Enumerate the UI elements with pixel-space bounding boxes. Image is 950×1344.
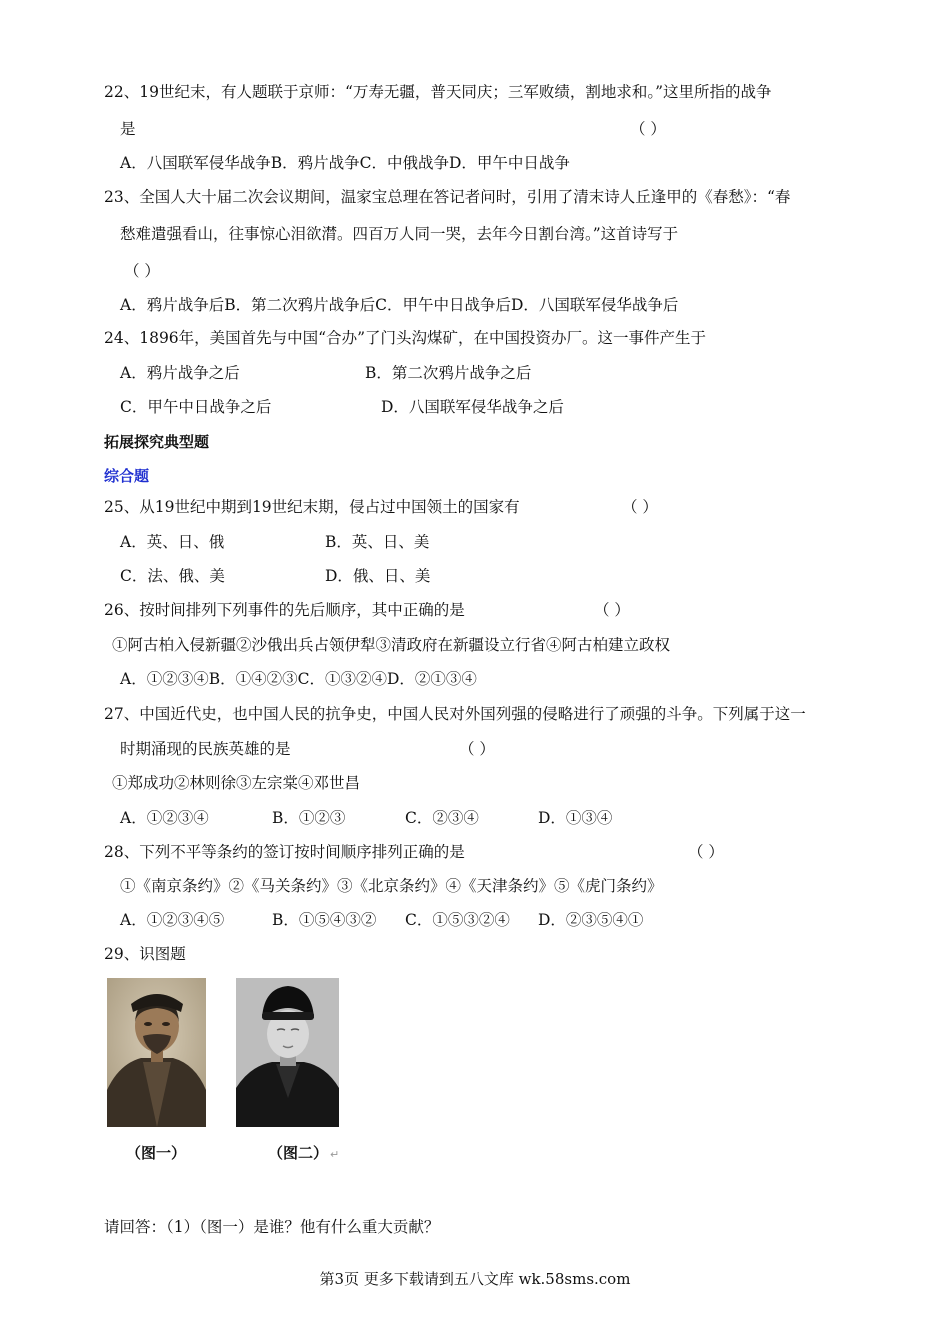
q28-option-a: A．①②③④⑤: [120, 911, 225, 929]
q22-options: A．八国联军侵华战争B．鸦片战争C．中俄战争D．甲午中日战争: [120, 154, 570, 172]
q27-option-d: D．①③④: [538, 809, 613, 827]
q27-stem: 27、中国近代史，也中国人民的抗争史，中国人民对外国列强的侵略进行了顽强的斗争。下列属于这一: [104, 705, 806, 723]
subsection-title: 综合题: [104, 467, 150, 485]
page-footer: 第3页 更多下载请到五八文库 wk.58sms.com: [319, 1270, 631, 1288]
caption-figure-2: [268, 1142, 339, 1163]
q25-option-c: C．法、俄、美: [120, 567, 225, 585]
portrait-figure-2: [236, 978, 339, 1127]
q28-answer-paren: （ ）: [688, 843, 724, 861]
q28-option-b: B．①⑤④③②: [272, 911, 377, 929]
q25-answer-paren: （ ）: [622, 498, 658, 516]
q23-answer-paren: （ ）: [124, 262, 160, 280]
q23-stem: 23、全国人大十届二次会议期间，温家宝总理在答记者问时，引用了清末诗人丘逢甲的《春愁》：“春: [104, 188, 791, 206]
caption-figure-2-text: （图二）: [268, 1144, 329, 1162]
q27-items: ①郑成功②林则徐③左宗棠④邓世昌: [112, 774, 361, 792]
q24-option-b: B．第二次鸦片战争之后: [365, 364, 532, 382]
q26-events: ①阿古柏入侵新疆②沙俄出兵占领伊犁③清政府在新疆设立行省④阿古柏建立政权: [112, 636, 671, 654]
q28-stem: 28、下列不平等条约的签订按时间顺序排列正确的是: [104, 843, 465, 861]
q29-prompt: 请回答：（1）（图一）是谁？他有什么重大贡献？: [104, 1218, 440, 1236]
q24-option-a: A．鸦片战争之后: [120, 364, 240, 382]
q24-option-c: C．甲午中日战争之后: [120, 398, 272, 416]
section-title: 拓展探究典型题: [104, 433, 210, 451]
q27-option-a: A．①②③④: [120, 809, 209, 827]
q26-options: A．①②③④B．①④②③C．①③②④D．②①③④: [120, 670, 477, 688]
q28-option-c: C．①⑤③②④: [405, 911, 510, 929]
q27-option-b: B．①②③: [272, 809, 346, 827]
q24-option-d: D．八国联军侵华战争之后: [381, 398, 564, 416]
paragraph-return-mark: ↵: [330, 1148, 340, 1161]
q22-stem: 22、19世纪末，有人题联于京师：“万寿无疆，普天同庆；三军败绩，割地求和。”这里所指的战争: [104, 83, 772, 101]
q22-answer-paren: （ ）: [630, 120, 666, 138]
q26-stem: 26、按时间排列下列事件的先后顺序，其中正确的是: [104, 601, 465, 619]
q27-answer-paren: （ ）: [459, 740, 495, 758]
q25-option-b: B．英、日、美: [325, 533, 430, 551]
q29-stem: 29、识图题: [104, 945, 186, 963]
q25-option-a: A．英、日、俄: [120, 533, 225, 551]
q27-stem-cont: 时期涌现的民族英雄的是: [120, 740, 291, 758]
q25-option-d: D．俄、日、美: [325, 567, 431, 585]
q28-option-d: D．②③⑤④①: [538, 911, 644, 929]
q24-stem: 24、1896年，美国首先与中国“合办”了门头沟煤矿，在中国投资办厂。这一事件产生于: [104, 329, 707, 347]
q28-treaties: ①《南京条约》②《马关条约》③《北京条约》④《天津条约》⑤《虎门条约》: [120, 877, 663, 895]
q23-options: A．鸦片战争后B．第二次鸦片战争后C．甲午中日战争后D．八国联军侵华战争后: [120, 296, 679, 314]
q27-option-c: C．②③④: [405, 809, 479, 827]
q22-stem-cont: 是: [120, 120, 136, 138]
q23-stem-cont: 愁难遣强看山，往事惊心泪欲潸。四百万人同一哭，去年今日割台湾。”这首诗写于: [120, 225, 679, 243]
caption-figure-1: （图一）: [126, 1144, 187, 1162]
portrait-figure-1: [107, 978, 206, 1127]
q26-answer-paren: （ ）: [594, 601, 630, 619]
q25-stem: 25、从19世纪中期到19世纪末期，侵占过中国领土的国家有: [104, 498, 520, 516]
